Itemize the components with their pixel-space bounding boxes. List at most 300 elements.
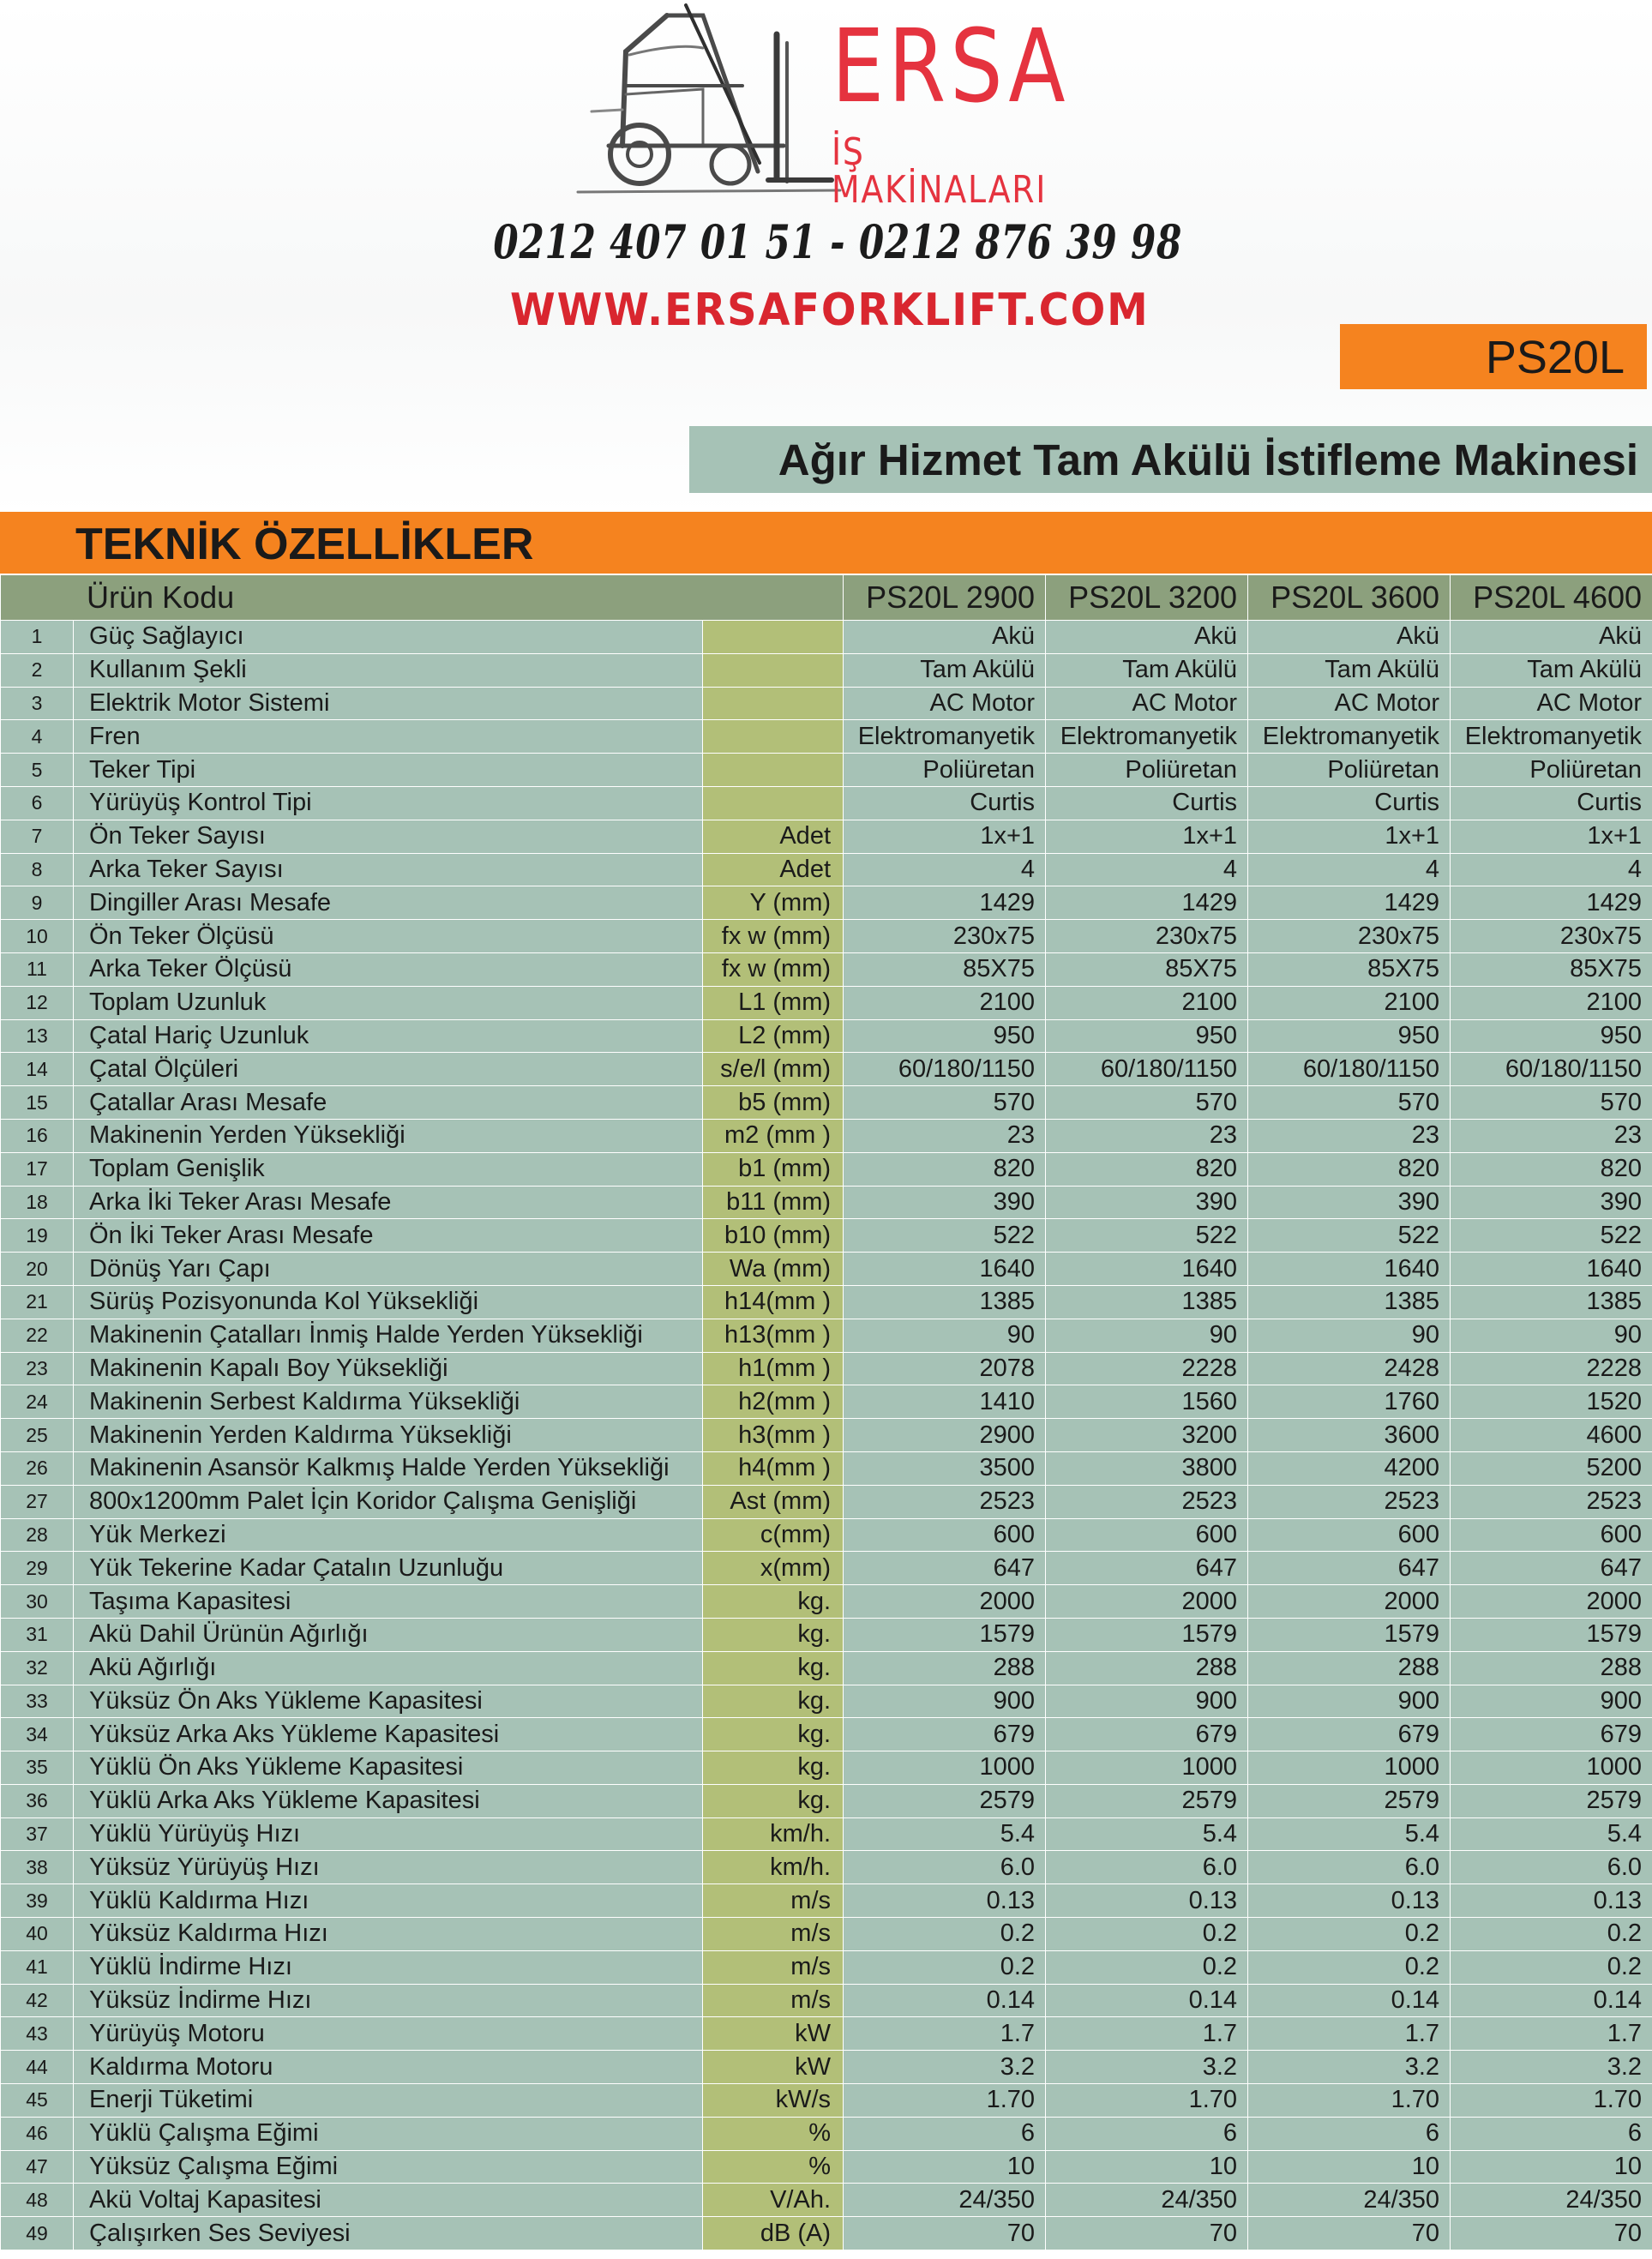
row-value: 2523 bbox=[844, 1485, 1046, 1518]
row-value: 570 bbox=[1046, 1086, 1248, 1120]
row-value: 60/180/1150 bbox=[1046, 1053, 1248, 1086]
row-value: 0.14 bbox=[844, 1984, 1046, 2017]
row-value: 5.4 bbox=[844, 1817, 1046, 1851]
row-unit: Ast (mm) bbox=[703, 1485, 844, 1518]
row-unit bbox=[703, 687, 844, 720]
row-number: 13 bbox=[1, 1019, 74, 1053]
row-label: Yüksüz Ön Aks Yükleme Kapasitesi bbox=[74, 1685, 703, 1718]
table-row bbox=[1, 1751, 1652, 1785]
row-label: Ön İki Teker Arası Mesafe bbox=[74, 1219, 703, 1253]
row-label: Yüklü Yürüyüş Hızı bbox=[74, 1817, 703, 1851]
table-row bbox=[1, 1186, 1652, 1219]
row-value: Curtis bbox=[1248, 786, 1451, 820]
table-row bbox=[1, 1718, 1652, 1751]
row-unit: V/Ah. bbox=[703, 2184, 844, 2217]
row-value: 0.14 bbox=[1046, 1984, 1248, 2017]
row-value: 0.2 bbox=[844, 1950, 1046, 1984]
row-value: 1.7 bbox=[1248, 2017, 1451, 2051]
row-number: 33 bbox=[1, 1685, 74, 1718]
spec-table bbox=[0, 574, 1652, 2250]
row-value: 230x75 bbox=[1451, 920, 1652, 953]
row-unit bbox=[703, 720, 844, 754]
row-value: 1640 bbox=[1248, 1253, 1451, 1286]
row-unit: b1 (mm) bbox=[703, 1152, 844, 1186]
row-value: 2100 bbox=[1451, 986, 1652, 1019]
row-value: 1429 bbox=[1451, 886, 1652, 920]
row-value: 1385 bbox=[1046, 1285, 1248, 1319]
row-value: 600 bbox=[844, 1518, 1046, 1552]
row-unit: kW/s bbox=[703, 2084, 844, 2118]
row-label: Akü Ağırlığı bbox=[74, 1651, 703, 1685]
row-label: Yüksüz Kaldırma Hızı bbox=[74, 1918, 703, 1951]
table-row bbox=[1, 687, 1652, 720]
row-number: 37 bbox=[1, 1817, 74, 1851]
row-value: 6.0 bbox=[1248, 1851, 1451, 1884]
row-value: 1579 bbox=[844, 1618, 1046, 1651]
row-value: 230x75 bbox=[1248, 920, 1451, 953]
row-value: 950 bbox=[1248, 1019, 1451, 1053]
row-value: 679 bbox=[844, 1718, 1046, 1751]
row-value: 2523 bbox=[1046, 1485, 1248, 1518]
row-value: 2428 bbox=[1248, 1352, 1451, 1385]
row-label: Çatal Hariç Uzunluk bbox=[74, 1019, 703, 1053]
table-row bbox=[1, 1253, 1652, 1286]
row-value: 85X75 bbox=[1248, 952, 1451, 986]
row-value: Poliüretan bbox=[1248, 754, 1451, 787]
row-value: 570 bbox=[1451, 1086, 1652, 1120]
row-value: 3200 bbox=[1046, 1419, 1248, 1452]
row-number: 11 bbox=[1, 952, 74, 986]
row-label: Yüklü Arka Aks Yükleme Kapasitesi bbox=[74, 1784, 703, 1817]
row-unit: kg. bbox=[703, 1651, 844, 1685]
row-number: 48 bbox=[1, 2184, 74, 2217]
row-unit: % bbox=[703, 2150, 844, 2184]
row-unit: kW bbox=[703, 2017, 844, 2051]
row-value: Poliüretan bbox=[844, 754, 1046, 787]
row-unit bbox=[703, 621, 844, 654]
row-value: 600 bbox=[1248, 1518, 1451, 1552]
row-number: 10 bbox=[1, 920, 74, 953]
row-value: 2523 bbox=[1451, 1485, 1652, 1518]
header-model: PS20L 4600 bbox=[1451, 575, 1652, 621]
row-label: Ön Teker Ölçüsü bbox=[74, 920, 703, 953]
row-label: Dönüş Yarı Çapı bbox=[74, 1253, 703, 1286]
row-value: 6 bbox=[1451, 2117, 1652, 2150]
row-number: 15 bbox=[1, 1086, 74, 1120]
row-unit: kW bbox=[703, 2051, 844, 2084]
row-value: 10 bbox=[1248, 2150, 1451, 2184]
row-value: 2000 bbox=[844, 1585, 1046, 1619]
row-value: Tam Akülü bbox=[1046, 653, 1248, 687]
row-label: Dingiller Arası Mesafe bbox=[74, 886, 703, 920]
row-value: 3.2 bbox=[1046, 2051, 1248, 2084]
row-value: 85X75 bbox=[1451, 952, 1652, 986]
table-row bbox=[1, 1419, 1652, 1452]
row-label: Çalışırken Ses Seviyesi bbox=[74, 2217, 703, 2250]
row-label: Toplam Genişlik bbox=[74, 1152, 703, 1186]
row-value: 2900 bbox=[844, 1419, 1046, 1452]
row-value: 522 bbox=[1046, 1219, 1248, 1253]
row-number: 41 bbox=[1, 1950, 74, 1984]
row-value: 10 bbox=[1451, 2150, 1652, 2184]
table-row bbox=[1, 1884, 1652, 1918]
row-value: 522 bbox=[1451, 1219, 1652, 1253]
table-row bbox=[1, 1984, 1652, 2017]
table-row bbox=[1, 1385, 1652, 1419]
row-unit: h2(mm ) bbox=[703, 1385, 844, 1419]
row-value: 950 bbox=[844, 1019, 1046, 1053]
table-row bbox=[1, 986, 1652, 1019]
row-value: 85X75 bbox=[1046, 952, 1248, 986]
row-number: 8 bbox=[1, 853, 74, 886]
row-label: Arka Teker Ölçüsü bbox=[74, 952, 703, 986]
row-value: 6 bbox=[1248, 2117, 1451, 2150]
table-row bbox=[1, 920, 1652, 953]
row-value: 90 bbox=[844, 1319, 1046, 1352]
row-unit: h3(mm ) bbox=[703, 1419, 844, 1452]
row-value: 0.14 bbox=[1451, 1984, 1652, 2017]
row-value: 4 bbox=[1046, 853, 1248, 886]
header-model: PS20L 3200 bbox=[1046, 575, 1248, 621]
row-value: AC Motor bbox=[1248, 687, 1451, 720]
row-unit: % bbox=[703, 2117, 844, 2150]
row-value: 10 bbox=[1046, 2150, 1248, 2184]
row-value: 3500 bbox=[844, 1451, 1046, 1485]
row-value: AC Motor bbox=[1046, 687, 1248, 720]
row-value: 0.13 bbox=[844, 1884, 1046, 1918]
row-unit: dB (A) bbox=[703, 2217, 844, 2250]
row-number: 6 bbox=[1, 786, 74, 820]
table-row bbox=[1, 1119, 1652, 1152]
row-value: 647 bbox=[1046, 1552, 1248, 1585]
table-row bbox=[1, 2017, 1652, 2051]
row-number: 18 bbox=[1, 1186, 74, 1219]
row-value: 4 bbox=[1451, 853, 1652, 886]
table-row bbox=[1, 1950, 1652, 1984]
row-value: 0.13 bbox=[1046, 1884, 1248, 1918]
row-value: 60/180/1150 bbox=[1451, 1053, 1652, 1086]
row-label: Sürüş Pozisyonunda Kol Yüksekliği bbox=[74, 1285, 703, 1319]
row-value: 4 bbox=[844, 853, 1046, 886]
row-value: 288 bbox=[1046, 1651, 1248, 1685]
table-row bbox=[1, 2217, 1652, 2250]
row-value: 3.2 bbox=[1248, 2051, 1451, 2084]
row-value: 230x75 bbox=[1046, 920, 1248, 953]
row-number: 45 bbox=[1, 2084, 74, 2118]
row-label: Yüklü Çalışma Eğimi bbox=[74, 2117, 703, 2150]
row-unit bbox=[703, 754, 844, 787]
row-unit: m/s bbox=[703, 1918, 844, 1951]
row-number: 25 bbox=[1, 1419, 74, 1452]
row-value: Elektromanyetik bbox=[1248, 720, 1451, 754]
row-value: Akü bbox=[1046, 621, 1248, 654]
row-value: 1000 bbox=[1046, 1751, 1248, 1785]
row-value: 60/180/1150 bbox=[844, 1053, 1046, 1086]
row-value: 1640 bbox=[844, 1253, 1046, 1286]
row-value: 230x75 bbox=[844, 920, 1046, 953]
row-value: Poliüretan bbox=[1046, 754, 1248, 787]
row-label: Makinenin Asansör Kalkmış Halde Yerden Yüksekliği bbox=[74, 1451, 703, 1485]
row-value: 900 bbox=[1046, 1685, 1248, 1718]
row-value: 24/350 bbox=[1451, 2184, 1652, 2217]
row-value: 950 bbox=[1046, 1019, 1248, 1053]
row-label: Makinenin Yerden Kaldırma Yüksekliği bbox=[74, 1419, 703, 1452]
row-value: 390 bbox=[1451, 1186, 1652, 1219]
row-value: 647 bbox=[844, 1552, 1046, 1585]
row-unit: Y (mm) bbox=[703, 886, 844, 920]
row-unit: h4(mm ) bbox=[703, 1451, 844, 1485]
row-value: 900 bbox=[1248, 1685, 1451, 1718]
row-unit bbox=[703, 786, 844, 820]
row-value: 2100 bbox=[1248, 986, 1451, 1019]
row-value: 0.2 bbox=[1451, 1950, 1652, 1984]
row-value: 1410 bbox=[844, 1385, 1046, 1419]
row-value: 679 bbox=[1248, 1718, 1451, 1751]
row-unit: kg. bbox=[703, 1585, 844, 1619]
row-value: 820 bbox=[1451, 1152, 1652, 1186]
row-value: 10 bbox=[844, 2150, 1046, 2184]
row-value: 900 bbox=[1451, 1685, 1652, 1718]
row-number: 28 bbox=[1, 1518, 74, 1552]
row-value: 1385 bbox=[1248, 1285, 1451, 1319]
row-label: Arka Teker Sayısı bbox=[74, 853, 703, 886]
row-value: 90 bbox=[1248, 1319, 1451, 1352]
row-value: 6.0 bbox=[844, 1851, 1046, 1884]
row-value: 820 bbox=[1248, 1152, 1451, 1186]
row-label: Yüklü Kaldırma Hızı bbox=[74, 1884, 703, 1918]
row-value: Akü bbox=[844, 621, 1046, 654]
row-value: 2100 bbox=[1046, 986, 1248, 1019]
row-value: 0.2 bbox=[1248, 1950, 1451, 1984]
row-value: 85X75 bbox=[844, 952, 1046, 986]
row-value: 2228 bbox=[1451, 1352, 1652, 1385]
row-value: 2000 bbox=[1046, 1585, 1248, 1619]
row-value: 5.4 bbox=[1451, 1817, 1652, 1851]
row-value: 1429 bbox=[844, 886, 1046, 920]
row-value: 4200 bbox=[1248, 1451, 1451, 1485]
row-value: 24/350 bbox=[844, 2184, 1046, 2217]
product-subtitle: Ağır Hizmet Tam Akülü İstifleme Makinesi bbox=[689, 426, 1652, 493]
row-label: Fren bbox=[74, 720, 703, 754]
row-label: Taşıma Kapasitesi bbox=[74, 1585, 703, 1619]
row-unit: kg. bbox=[703, 1751, 844, 1785]
table-row bbox=[1, 1451, 1652, 1485]
row-value: Elektromanyetik bbox=[1451, 720, 1652, 754]
row-value: 1579 bbox=[1451, 1618, 1652, 1651]
row-label: Makinenin Çatalları İnmiş Halde Yerden Yüksekliği bbox=[74, 1319, 703, 1352]
row-unit: h1(mm ) bbox=[703, 1352, 844, 1385]
row-label: Güç Sağlayıcı bbox=[74, 621, 703, 654]
row-value: Akü bbox=[1451, 621, 1652, 654]
row-label: Yüklü Ön Aks Yükleme Kapasitesi bbox=[74, 1751, 703, 1785]
row-unit: Wa (mm) bbox=[703, 1253, 844, 1286]
row-value: 570 bbox=[1248, 1086, 1451, 1120]
row-value: 820 bbox=[844, 1152, 1046, 1186]
row-value: 2579 bbox=[1451, 1784, 1652, 1817]
header-product-code: Ürün Kodu bbox=[1, 575, 844, 621]
row-value: 23 bbox=[1451, 1119, 1652, 1152]
row-number: 14 bbox=[1, 1053, 74, 1086]
header-model: PS20L 3600 bbox=[1248, 575, 1451, 621]
table-row bbox=[1, 1685, 1652, 1718]
table-row bbox=[1, 2184, 1652, 2217]
row-number: 17 bbox=[1, 1152, 74, 1186]
row-number: 32 bbox=[1, 1651, 74, 1685]
row-value: 0.2 bbox=[1046, 1918, 1248, 1951]
table-row bbox=[1, 1552, 1652, 1585]
row-value: 1.7 bbox=[1451, 2017, 1652, 2051]
row-unit: kg. bbox=[703, 1685, 844, 1718]
row-value: 950 bbox=[1451, 1019, 1652, 1053]
row-value: 6 bbox=[844, 2117, 1046, 2150]
row-unit: kg. bbox=[703, 1784, 844, 1817]
row-label: Yük Tekerine Kadar Çatalın Uzunluğu bbox=[74, 1552, 703, 1585]
row-label: Kaldırma Motoru bbox=[74, 2051, 703, 2084]
row-value: 23 bbox=[1248, 1119, 1451, 1152]
row-number: 44 bbox=[1, 2051, 74, 2084]
table-row bbox=[1, 952, 1652, 986]
row-label: Ön Teker Sayısı bbox=[74, 820, 703, 853]
row-label: Elektrik Motor Sistemi bbox=[74, 687, 703, 720]
model-badge: PS20L bbox=[1340, 324, 1647, 389]
row-value: 70 bbox=[1046, 2217, 1248, 2250]
row-value: 390 bbox=[1046, 1186, 1248, 1219]
row-label: Çatallar Arası Mesafe bbox=[74, 1086, 703, 1120]
row-value: Tam Akülü bbox=[844, 653, 1046, 687]
row-unit: c(mm) bbox=[703, 1518, 844, 1552]
row-label: Yüksüz Çalışma Eğimi bbox=[74, 2150, 703, 2184]
table-row bbox=[1, 1651, 1652, 1685]
row-label: Yüklü İndirme Hızı bbox=[74, 1950, 703, 1984]
table-row bbox=[1, 786, 1652, 820]
row-value: Curtis bbox=[844, 786, 1046, 820]
row-value: 522 bbox=[1248, 1219, 1451, 1253]
row-unit: kg. bbox=[703, 1618, 844, 1651]
table-row bbox=[1, 621, 1652, 654]
brand-name: ERSA bbox=[832, 7, 1070, 125]
row-value: 390 bbox=[1248, 1186, 1451, 1219]
table-row bbox=[1, 1784, 1652, 1817]
row-unit: m2 (mm ) bbox=[703, 1119, 844, 1152]
row-number: 49 bbox=[1, 2217, 74, 2250]
row-number: 26 bbox=[1, 1451, 74, 1485]
row-unit: fx w (mm) bbox=[703, 952, 844, 986]
row-number: 21 bbox=[1, 1285, 74, 1319]
row-unit: m/s bbox=[703, 1950, 844, 1984]
row-value: 1429 bbox=[1248, 886, 1451, 920]
table-row bbox=[1, 2051, 1652, 2084]
row-number: 29 bbox=[1, 1552, 74, 1585]
row-value: 1579 bbox=[1248, 1618, 1451, 1651]
row-value: 60/180/1150 bbox=[1248, 1053, 1451, 1086]
row-value: 4 bbox=[1248, 853, 1451, 886]
row-value: 647 bbox=[1451, 1552, 1652, 1585]
row-value: 900 bbox=[844, 1685, 1046, 1718]
row-value: 1579 bbox=[1046, 1618, 1248, 1651]
row-number: 35 bbox=[1, 1751, 74, 1785]
row-number: 5 bbox=[1, 754, 74, 787]
row-unit: h14(mm ) bbox=[703, 1285, 844, 1319]
row-label: Yürüyüş Kontrol Tipi bbox=[74, 786, 703, 820]
table-row bbox=[1, 1086, 1652, 1120]
row-value: 288 bbox=[1248, 1651, 1451, 1685]
row-value: 1000 bbox=[1451, 1751, 1652, 1785]
row-value: 288 bbox=[844, 1651, 1046, 1685]
row-unit: b5 (mm) bbox=[703, 1086, 844, 1120]
row-label: Arka İki Teker Arası Mesafe bbox=[74, 1186, 703, 1219]
row-value: 679 bbox=[1451, 1718, 1652, 1751]
row-value: 2523 bbox=[1248, 1485, 1451, 1518]
row-value: Curtis bbox=[1046, 786, 1248, 820]
row-value: Poliüretan bbox=[1451, 754, 1652, 787]
row-value: 2579 bbox=[1046, 1784, 1248, 1817]
row-value: 0.2 bbox=[844, 1918, 1046, 1951]
table-row bbox=[1, 820, 1652, 853]
row-value: 647 bbox=[1248, 1552, 1451, 1585]
phone-numbers bbox=[0, 214, 1652, 269]
table-row bbox=[1, 1585, 1652, 1619]
row-value: 90 bbox=[1451, 1319, 1652, 1352]
row-value: 0.2 bbox=[1248, 1918, 1451, 1951]
row-value: 3.2 bbox=[844, 2051, 1046, 2084]
table-row bbox=[1, 853, 1652, 886]
row-value: 70 bbox=[1248, 2217, 1451, 2250]
row-value: 5.4 bbox=[1248, 1817, 1451, 1851]
table-row bbox=[1, 1019, 1652, 1053]
row-value: 1x+1 bbox=[1046, 820, 1248, 853]
row-value: 5200 bbox=[1451, 1451, 1652, 1485]
row-number: 16 bbox=[1, 1119, 74, 1152]
row-value: 0.13 bbox=[1451, 1884, 1652, 1918]
table-row bbox=[1, 720, 1652, 754]
row-value: 3.2 bbox=[1451, 2051, 1652, 2084]
row-number: 3 bbox=[1, 687, 74, 720]
row-value: 288 bbox=[1451, 1651, 1652, 1685]
table-row bbox=[1, 1518, 1652, 1552]
row-value: 0.14 bbox=[1248, 1984, 1451, 2017]
row-number: 23 bbox=[1, 1352, 74, 1385]
row-number: 2 bbox=[1, 653, 74, 687]
row-value: 23 bbox=[1046, 1119, 1248, 1152]
row-number: 9 bbox=[1, 886, 74, 920]
spec-table-body bbox=[1, 621, 1652, 2250]
row-label: Kullanım Şekli bbox=[74, 653, 703, 687]
row-number: 42 bbox=[1, 1984, 74, 2017]
table-row bbox=[1, 1152, 1652, 1186]
table-row bbox=[1, 1219, 1652, 1253]
row-value: 1.70 bbox=[844, 2084, 1046, 2118]
header-model: PS20L 2900 bbox=[844, 575, 1046, 621]
row-value: 2078 bbox=[844, 1352, 1046, 1385]
row-value: 600 bbox=[1046, 1518, 1248, 1552]
row-value: 1.7 bbox=[1046, 2017, 1248, 2051]
row-value: 23 bbox=[844, 1119, 1046, 1152]
row-number: 24 bbox=[1, 1385, 74, 1419]
row-unit: km/h. bbox=[703, 1817, 844, 1851]
row-label: 800x1200mm Palet İçin Koridor Çalışma Genişliği bbox=[74, 1485, 703, 1518]
row-unit: x(mm) bbox=[703, 1552, 844, 1585]
row-value: 820 bbox=[1046, 1152, 1248, 1186]
row-value: Elektromanyetik bbox=[844, 720, 1046, 754]
row-number: 1 bbox=[1, 621, 74, 654]
row-value: 1.70 bbox=[1451, 2084, 1652, 2118]
table-row bbox=[1, 1053, 1652, 1086]
row-value: 90 bbox=[1046, 1319, 1248, 1352]
row-value: 1000 bbox=[1248, 1751, 1451, 1785]
row-unit: m/s bbox=[703, 1984, 844, 2017]
row-value: 1429 bbox=[1046, 886, 1248, 920]
row-number: 19 bbox=[1, 1219, 74, 1253]
